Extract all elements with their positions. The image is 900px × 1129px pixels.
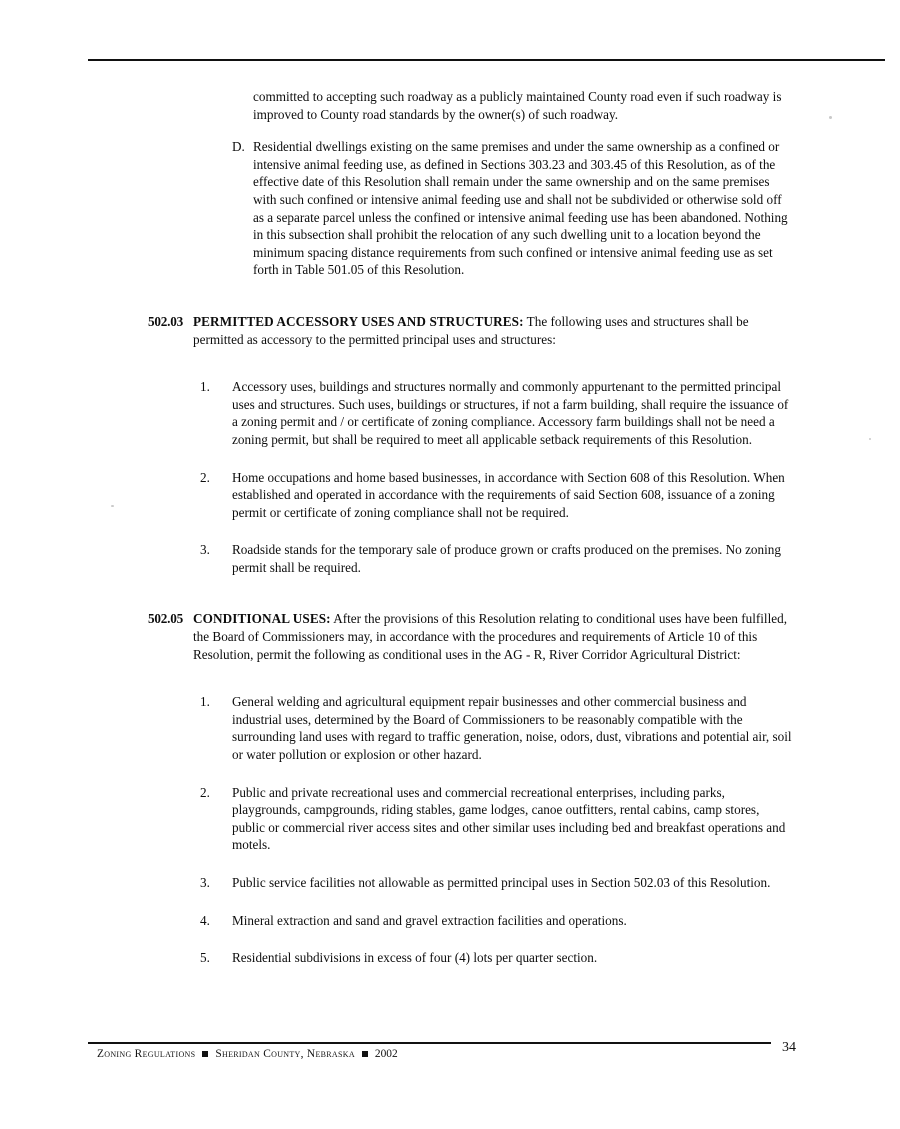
list-item-text: Home occupations and home based businesses, in accordance with Section 608 of this Resolution. When established and operated in accordance with the requirements of said Section 608, issuance of a zoning permit or certificate of zoning compliance shall not be required.: [232, 469, 785, 520]
footer-year: 2002: [374, 1048, 398, 1060]
list-item-text: General welding and agricultural equipment repair businesses and other commercial business and industrial uses, determined by the Board of Commissioners to be reasonably compatible with the surrounding land uses with regard to traffic generation, noise, odors, dust, vibrations and potential air, soil or water pollution or explosion or other hazard.: [232, 694, 792, 763]
list-item: [200, 378, 792, 448]
list-item-marker: 1.: [200, 379, 210, 395]
list-item-marker: 5.: [200, 950, 210, 966]
section-heading: PERMITTED ACCESSORY USES AND STRUCTURES:: [193, 313, 524, 329]
square-bullet-icon: [362, 1051, 368, 1057]
page-number: 34: [782, 1040, 796, 1055]
section-intro-text: The following uses and structures shall be permitted as accessory to the permitted principal uses and structures:: [193, 313, 749, 347]
list-item: [200, 912, 792, 930]
header-rule: [88, 59, 885, 61]
list-item: [200, 693, 792, 763]
list-item-marker: D.: [232, 139, 245, 155]
list-item: [200, 541, 792, 576]
footer-rule: [88, 1042, 771, 1044]
page-content: [0, 88, 900, 967]
list-item-text: Public service facilities not allowable as permitted principal uses in Section 502.03 of this Resolution.: [232, 875, 771, 890]
section-intro-text: After the provisions of this Resolution relating to conditional uses have been fulfilled, the Board of Commissioners may, in accordance with the procedures and requirements of Article 10 of this Resolution, permit the following as conditional uses in the AG - R, River Corridor Agricultural District:: [193, 611, 787, 662]
list-item-marker: 2.: [200, 469, 210, 485]
list-item-text: Mineral extraction and sand and gravel extraction facilities and operations.: [232, 912, 627, 928]
section-number: 502.03: [148, 313, 184, 329]
list-item: [200, 874, 792, 892]
list-item-d: [232, 138, 790, 279]
list-item-text: Accessory uses, buildings and structures normally and commonly appurtenant to the permitted principal uses and structures. Such uses, buildings or structures, if not a farm building, shall require the issuance of a zoning permit and / or certificate of zoning compliance. Accessory farm buildings shall not be need a zoning permit, but shall be required to meet all applicable setback requirements of this Resolution.: [232, 379, 789, 447]
page-footer: [97, 1048, 398, 1060]
list-item-text: Roadside stands for the temporary sale of produce grown or crafts produced on the premises. No zoning permit shall be required.: [232, 542, 781, 575]
list-item-marker: 2.: [200, 784, 210, 800]
square-bullet-icon: [202, 1051, 208, 1057]
section-number: 502.05: [148, 611, 184, 627]
list-item: [200, 469, 792, 522]
list-item-marker: 3.: [200, 875, 210, 890]
footer-jurisdiction: Sheridan County, Nebraska: [215, 1048, 355, 1060]
section-heading: CONDITIONAL USES:: [193, 611, 331, 627]
section-502-03: [148, 313, 792, 348]
list-item: [200, 784, 792, 854]
list-item-text: Public and private recreational uses and commercial recreational enterprises, including parks, playgrounds, campgrounds, riding stables, game lodges, canoe outfitters, rental cabins, camp stores, public or commercial river access sites and other similar uses including bed and breakfast operations and motels.: [232, 784, 786, 853]
list-item-text: Residential subdivisions in excess of four (4) lots per quarter section.: [232, 950, 598, 966]
list-item-text: Residential dwellings existing on the same premises and under the same ownership as a confined or intensive animal feeding use, as defined in Sections 303.23 and 303.45 of this Resolution, as of the effective date of this Resolution shall remain under the same ownership and on the same premises with such confined or intensive animal feeding use and shall not be subdivided or otherwise sold off as a separate parcel unless the confined or intensive animal feeding use has been abandoned. Nothing in this subsection shall prohibit the relocation of any such dwelling unit to a location beyond the minimum spacing distance requirements from such confined or intensive animal feeding use as set forth in Table 501.05 of this Resolution.: [253, 139, 788, 278]
section-502-05: [148, 610, 792, 663]
footer-title: Zoning Regulations: [97, 1048, 196, 1060]
list-item-marker: 3.: [200, 542, 210, 558]
list-item-marker: 1.: [200, 694, 210, 710]
list-item-marker: 4.: [200, 912, 210, 928]
list-item: [200, 949, 792, 967]
continuation-paragraph: committed to accepting such roadway as a publicly maintained County road even if such roadway is improved to County road standards by the owner(s) of such roadway.: [253, 89, 782, 122]
